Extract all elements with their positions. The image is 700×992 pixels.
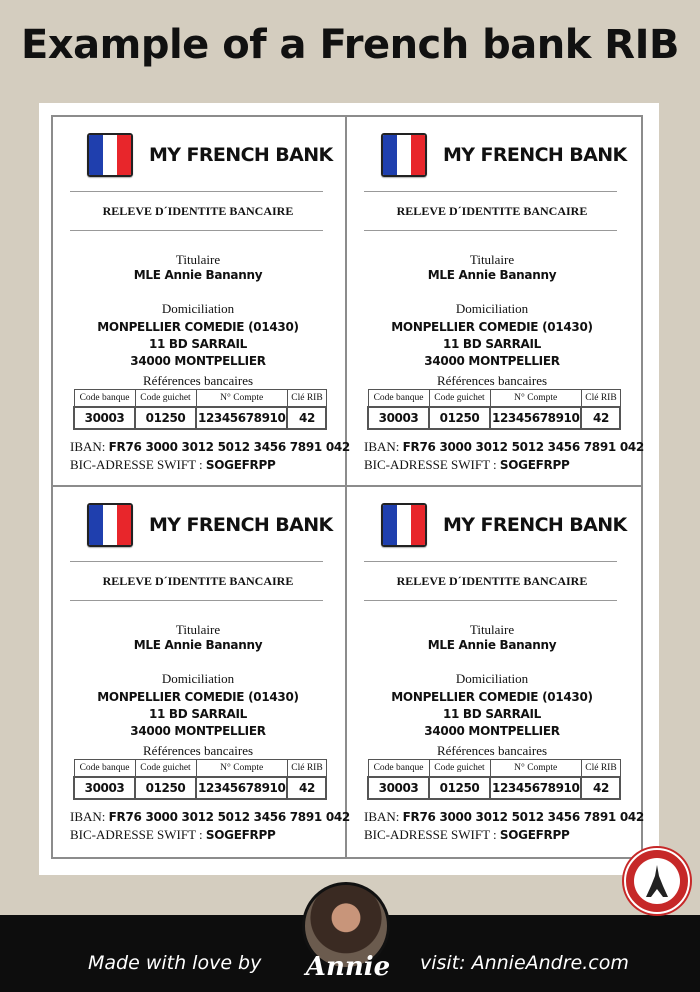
divider [70, 191, 323, 192]
domiciliation-label: Domiciliation [455, 301, 529, 316]
flag-white-stripe [103, 505, 117, 545]
value-cle-rib: 42 [581, 407, 620, 429]
flag-red-stripe [117, 505, 131, 545]
value-cle-rib: 42 [287, 777, 326, 799]
bic-value: SOGEFRPP [205, 828, 276, 842]
flag-white-stripe [397, 135, 411, 175]
value-code-guichet: 01250 [429, 777, 490, 799]
bank-name: MY FRENCH BANK [443, 144, 627, 166]
rib-card [347, 117, 644, 487]
french-flag-icon [87, 503, 133, 547]
flag-white-stripe [397, 505, 411, 545]
bank-name: MY FRENCH BANK [443, 514, 627, 536]
titulaire-value: MLE Annie Bananny [133, 268, 263, 282]
titulaire-value: MLE Annie Bananny [427, 638, 557, 652]
value-numero-compte: 12345678910 [490, 777, 581, 799]
bic-label: BIC-ADRESSE SWIFT : [70, 457, 203, 472]
header-cle-rib: Clé RIB [581, 760, 620, 778]
titulaire-value: MLE Annie Bananny [427, 268, 557, 282]
rib-card [53, 117, 350, 487]
iban-value: FR76 3000 3012 5012 3456 7891 042 [108, 810, 350, 824]
header-numero-compte: N° Compte [196, 390, 287, 408]
value-code-guichet: 01250 [429, 407, 490, 429]
value-cle-rib: 42 [287, 407, 326, 429]
domiciliation-line-2: 11 BD SARRAIL [442, 337, 542, 351]
flag-red-stripe [411, 505, 425, 545]
flag-blue-stripe [89, 135, 103, 175]
titulaire-label: Titulaire [469, 622, 515, 637]
iban-label: IBAN: [70, 439, 106, 454]
value-cle-rib: 42 [581, 777, 620, 799]
header-numero-compte: N° Compte [490, 760, 581, 778]
french-flag-icon [87, 133, 133, 177]
divider [364, 191, 617, 192]
rib-grid [51, 115, 643, 859]
bank-references-table [73, 389, 327, 430]
domiciliation-line-1: MONPELLIER COMEDIE (01430) [97, 320, 299, 334]
made-with-text: Made with love by [88, 952, 262, 974]
domiciliation-label: Domiciliation [161, 301, 235, 316]
bic-line [364, 827, 569, 843]
iban-line [70, 439, 350, 455]
domiciliation-line-2: 11 BD SARRAIL [148, 707, 248, 721]
flag-red-stripe [117, 135, 131, 175]
iban-value: FR76 3000 3012 5012 3456 7891 042 [402, 810, 644, 824]
header-code-banque: Code banque [368, 390, 429, 408]
header-code-guichet: Code guichet [135, 760, 196, 778]
iban-value: FR76 3000 3012 5012 3456 7891 042 [108, 440, 350, 454]
flag-blue-stripe [383, 135, 397, 175]
domiciliation-line-2: 11 BD SARRAIL [442, 707, 542, 721]
domiciliation-label: Domiciliation [161, 671, 235, 686]
domiciliation-line-3: 34000 MONTPELLIER [424, 354, 560, 368]
divider [364, 600, 617, 601]
bic-value: SOGEFRPP [205, 458, 276, 472]
domiciliation-line-1: MONPELLIER COMEDIE (01430) [391, 320, 593, 334]
value-numero-compte: 12345678910 [196, 777, 287, 799]
rib-card [53, 487, 350, 857]
french-flag-icon [381, 133, 427, 177]
bank-references-table [73, 759, 327, 800]
header-cle-rib: Clé RIB [287, 390, 326, 408]
author-signature: Annie [305, 952, 391, 982]
visit-link[interactable]: visit: AnnieAndre.com [420, 952, 629, 974]
divider [70, 561, 323, 562]
iban-label: IBAN: [364, 439, 400, 454]
divider [70, 600, 323, 601]
divider [364, 230, 617, 231]
bic-line [364, 457, 569, 473]
value-numero-compte: 12345678910 [490, 407, 581, 429]
domiciliation-line-2: 11 BD SARRAIL [148, 337, 248, 351]
titulaire-value: MLE Annie Bananny [133, 638, 263, 652]
bic-label: BIC-ADRESSE SWIFT : [364, 457, 497, 472]
flag-red-stripe [411, 135, 425, 175]
bic-label: BIC-ADRESSE SWIFT : [364, 827, 497, 842]
flag-blue-stripe [383, 505, 397, 545]
iban-value: FR76 3000 3012 5012 3456 7891 042 [402, 440, 644, 454]
value-numero-compte: 12345678910 [196, 407, 287, 429]
bic-label: BIC-ADRESSE SWIFT : [70, 827, 203, 842]
value-code-guichet: 01250 [135, 777, 196, 799]
domiciliation-label: Domiciliation [455, 671, 529, 686]
page-title: Example of a French bank RIB [21, 22, 679, 68]
titulaire-label: Titulaire [175, 252, 221, 267]
flag-white-stripe [103, 135, 117, 175]
iban-label: IBAN: [364, 809, 400, 824]
header-code-banque: Code banque [368, 760, 429, 778]
header-code-guichet: Code guichet [429, 760, 490, 778]
value-code-banque: 30003 [368, 407, 429, 429]
iban-line [70, 809, 350, 825]
eiffel-tower-icon [644, 864, 670, 898]
value-code-banque: 30003 [368, 777, 429, 799]
releve-heading: RELEVE D´IDENTITE BANCAIRE [102, 204, 294, 218]
domiciliation-line-3: 34000 MONTPELLIER [130, 354, 266, 368]
header-code-banque: Code banque [74, 760, 135, 778]
header-code-guichet: Code guichet [135, 390, 196, 408]
divider [70, 230, 323, 231]
header-numero-compte: N° Compte [196, 760, 287, 778]
iban-line [364, 439, 644, 455]
bic-line [70, 827, 275, 843]
references-label: Références bancaires [142, 373, 254, 388]
domiciliation-line-3: 34000 MONTPELLIER [130, 724, 266, 738]
annie-andre-logo [624, 848, 690, 914]
value-code-banque: 30003 [74, 777, 135, 799]
releve-heading: RELEVE D´IDENTITE BANCAIRE [102, 574, 294, 588]
header-code-banque: Code banque [74, 390, 135, 408]
value-code-guichet: 01250 [135, 407, 196, 429]
domiciliation-line-1: MONPELLIER COMEDIE (01430) [391, 690, 593, 704]
references-label: Références bancaires [436, 743, 548, 758]
header-cle-rib: Clé RIB [287, 760, 326, 778]
bank-name: MY FRENCH BANK [149, 144, 333, 166]
domiciliation-line-3: 34000 MONTPELLIER [424, 724, 560, 738]
bic-line [70, 457, 275, 473]
value-code-banque: 30003 [74, 407, 135, 429]
flag-blue-stripe [89, 505, 103, 545]
references-label: Références bancaires [436, 373, 548, 388]
divider [364, 561, 617, 562]
releve-heading: RELEVE D´IDENTITE BANCAIRE [396, 204, 588, 218]
titulaire-label: Titulaire [469, 252, 515, 267]
rib-card [347, 487, 644, 857]
iban-line [364, 809, 644, 825]
domiciliation-line-1: MONPELLIER COMEDIE (01430) [97, 690, 299, 704]
titulaire-label: Titulaire [175, 622, 221, 637]
bank-references-table [367, 759, 621, 800]
bank-name: MY FRENCH BANK [149, 514, 333, 536]
header-cle-rib: Clé RIB [581, 390, 620, 408]
header-numero-compte: N° Compte [490, 390, 581, 408]
bic-value: SOGEFRPP [499, 828, 570, 842]
french-flag-icon [381, 503, 427, 547]
releve-heading: RELEVE D´IDENTITE BANCAIRE [396, 574, 588, 588]
bank-references-table [367, 389, 621, 430]
header-code-guichet: Code guichet [429, 390, 490, 408]
bic-value: SOGEFRPP [499, 458, 570, 472]
references-label: Références bancaires [142, 743, 254, 758]
iban-label: IBAN: [70, 809, 106, 824]
